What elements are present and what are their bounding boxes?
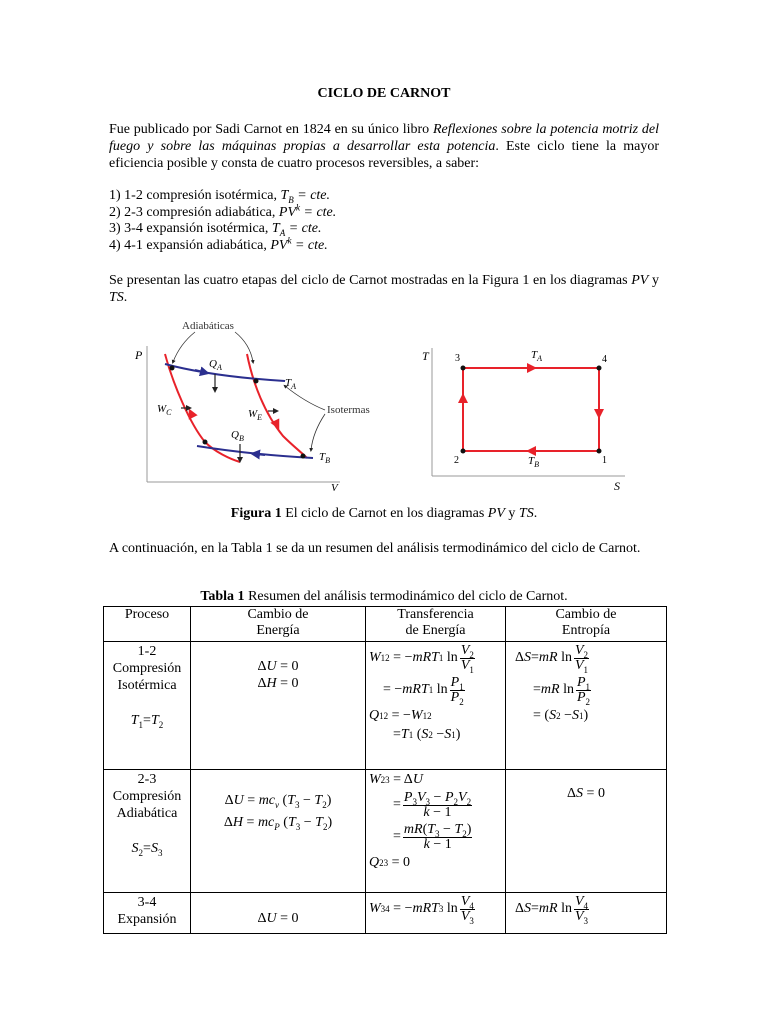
intro-text-end: . Este ciclo tiene la mayor eficiencia posible y consta de cuatro procesos reversibles, a saber: <box>109 139 659 171</box>
tb-label: $T_B$ <box>319 451 331 465</box>
ts-ta-label: $T_A$ <box>531 349 543 363</box>
process-item: 2) 2-3 compresión adiabática, $PV^k$ = cte. <box>109 201 337 220</box>
process-item: 3) 3-4 expansión isotérmica, $T_A$ = cte. <box>109 221 322 238</box>
table-row <box>104 642 667 770</box>
corner-2: 2 <box>454 455 459 466</box>
process-item: 1) 1-2 compresión isotérmica, $T_B$ = cte. <box>109 188 331 205</box>
ts-diagram <box>420 340 630 492</box>
corner-1: 1 <box>602 455 607 466</box>
table-row <box>104 893 667 934</box>
page-title: CICLO DE CARNOT <box>317 86 451 101</box>
intro-text: Fue publicado por Sadi Carnot en 1824 en su único libro <box>109 122 433 137</box>
header-transferencia: Transferencia de Energía <box>366 607 506 642</box>
ts-tb-label: $T_B$ <box>528 455 540 469</box>
energy-change-cell: ΔU = 0 <box>191 893 366 934</box>
process-cell: 2-3 Compresión Adiabática $S_2=S_3$ <box>104 770 191 893</box>
energy-transfer-cell: W 12 = − mRT 1 ln $\frac{V_2}{V_1}$ = − mRT 1 ln $\frac{P_1}{P_2}$ Q 12 = − W 12 = T 1 ( S 2 − S 1 ) <box>366 642 506 770</box>
entropy-change-cell: Δ S = mR ln $\frac{V_2}{V_1}$ = mR ln $\frac{P_1}{P_2}$ = ( S 2 − S 1 ) <box>506 642 667 770</box>
energy-change-cell: $\Delta U = mc_v$ $(T_3 - T_2)$ $\Delta H = mc_P$ $(T_3 - T_2)$ <box>191 770 366 893</box>
energy-transfer-cell: W 23 = Δ U = $\frac{P_3V_3 - P_2V_2}{k - 1}$ = $\frac{mR(T_3 - T_2)}{k - 1}$ Q 23 = 0 <box>366 770 506 893</box>
book-title: Reflexiones sobre la potencia motriz del fuego y sobre las máquinas propias a desarrollar esta potencia <box>109 122 659 154</box>
entropy-change-cell: Δ S = mR ln $\frac{V_4}{V_3}$ <box>506 893 667 934</box>
adiabatic-curve-right <box>247 354 307 458</box>
corner-3: 3 <box>455 353 460 364</box>
figure-caption: Figura 1 El ciclo de Carnot en los diagramas PV y TS. <box>230 506 538 521</box>
p-axis-label: P <box>135 348 143 362</box>
entropy-change-cell: ΔS = 0 <box>506 770 667 893</box>
intro-paragraph <box>109 121 659 172</box>
process-cell: 3-4 Expansión <box>104 893 191 934</box>
table-intro-paragraph: A continuación, en la Tabla 1 se da un resumen del análisis termodinámico del ciclo de Carnot. <box>109 541 641 556</box>
we-label: $W_E$ <box>248 408 263 422</box>
header-cambio-energia: Cambio de Energía <box>191 607 366 642</box>
figure-intro-paragraph: Se presentan las cuatro etapas del ciclo de Carnot mostradas en la Figura 1 en los diagramas PV y TS. <box>109 273 660 305</box>
corner-4: 4 <box>602 354 607 365</box>
table-row <box>104 770 667 893</box>
carnot-cycle-rectangle <box>463 368 599 451</box>
s-axis-label: S <box>614 479 620 493</box>
v-axis-label: V <box>331 482 338 494</box>
header-cambio-entropia: Cambio de Entropía <box>506 607 667 642</box>
energy-transfer-cell: W 34 = − mRT 3 ln $\frac{V_4}{V_3}$ <box>366 893 506 934</box>
t-axis-label: T <box>422 349 429 363</box>
isotherm-label: Isotermas <box>327 404 370 416</box>
process-item: 4) 4-1 expansión adiabática, $PV^k$ = cte. <box>109 234 328 253</box>
energy-change-cell: ΔU = 0 ΔH = 0 <box>191 642 366 770</box>
summary-table <box>103 606 667 934</box>
isotherm-curve-ta <box>165 364 285 381</box>
qa-label: $Q_A$ <box>209 358 222 372</box>
table-caption: Tabla 1 Resumen del análisis termodinámico del ciclo de Carnot. <box>200 589 568 604</box>
table-header-row <box>104 607 667 642</box>
qb-label: $Q_B$ <box>231 429 244 443</box>
header-proceso: Proceso <box>104 607 191 642</box>
pv-diagram <box>135 314 370 494</box>
wc-label: $W_C$ <box>157 403 172 417</box>
adiabatic-label: Adiabáticas <box>182 320 234 332</box>
adiabatic-curve-left <box>165 354 240 462</box>
process-cell: 1-2 Compresión Isotérmica $T_1=T_2$ <box>104 642 191 770</box>
ta-label: $T_A$ <box>285 377 297 391</box>
